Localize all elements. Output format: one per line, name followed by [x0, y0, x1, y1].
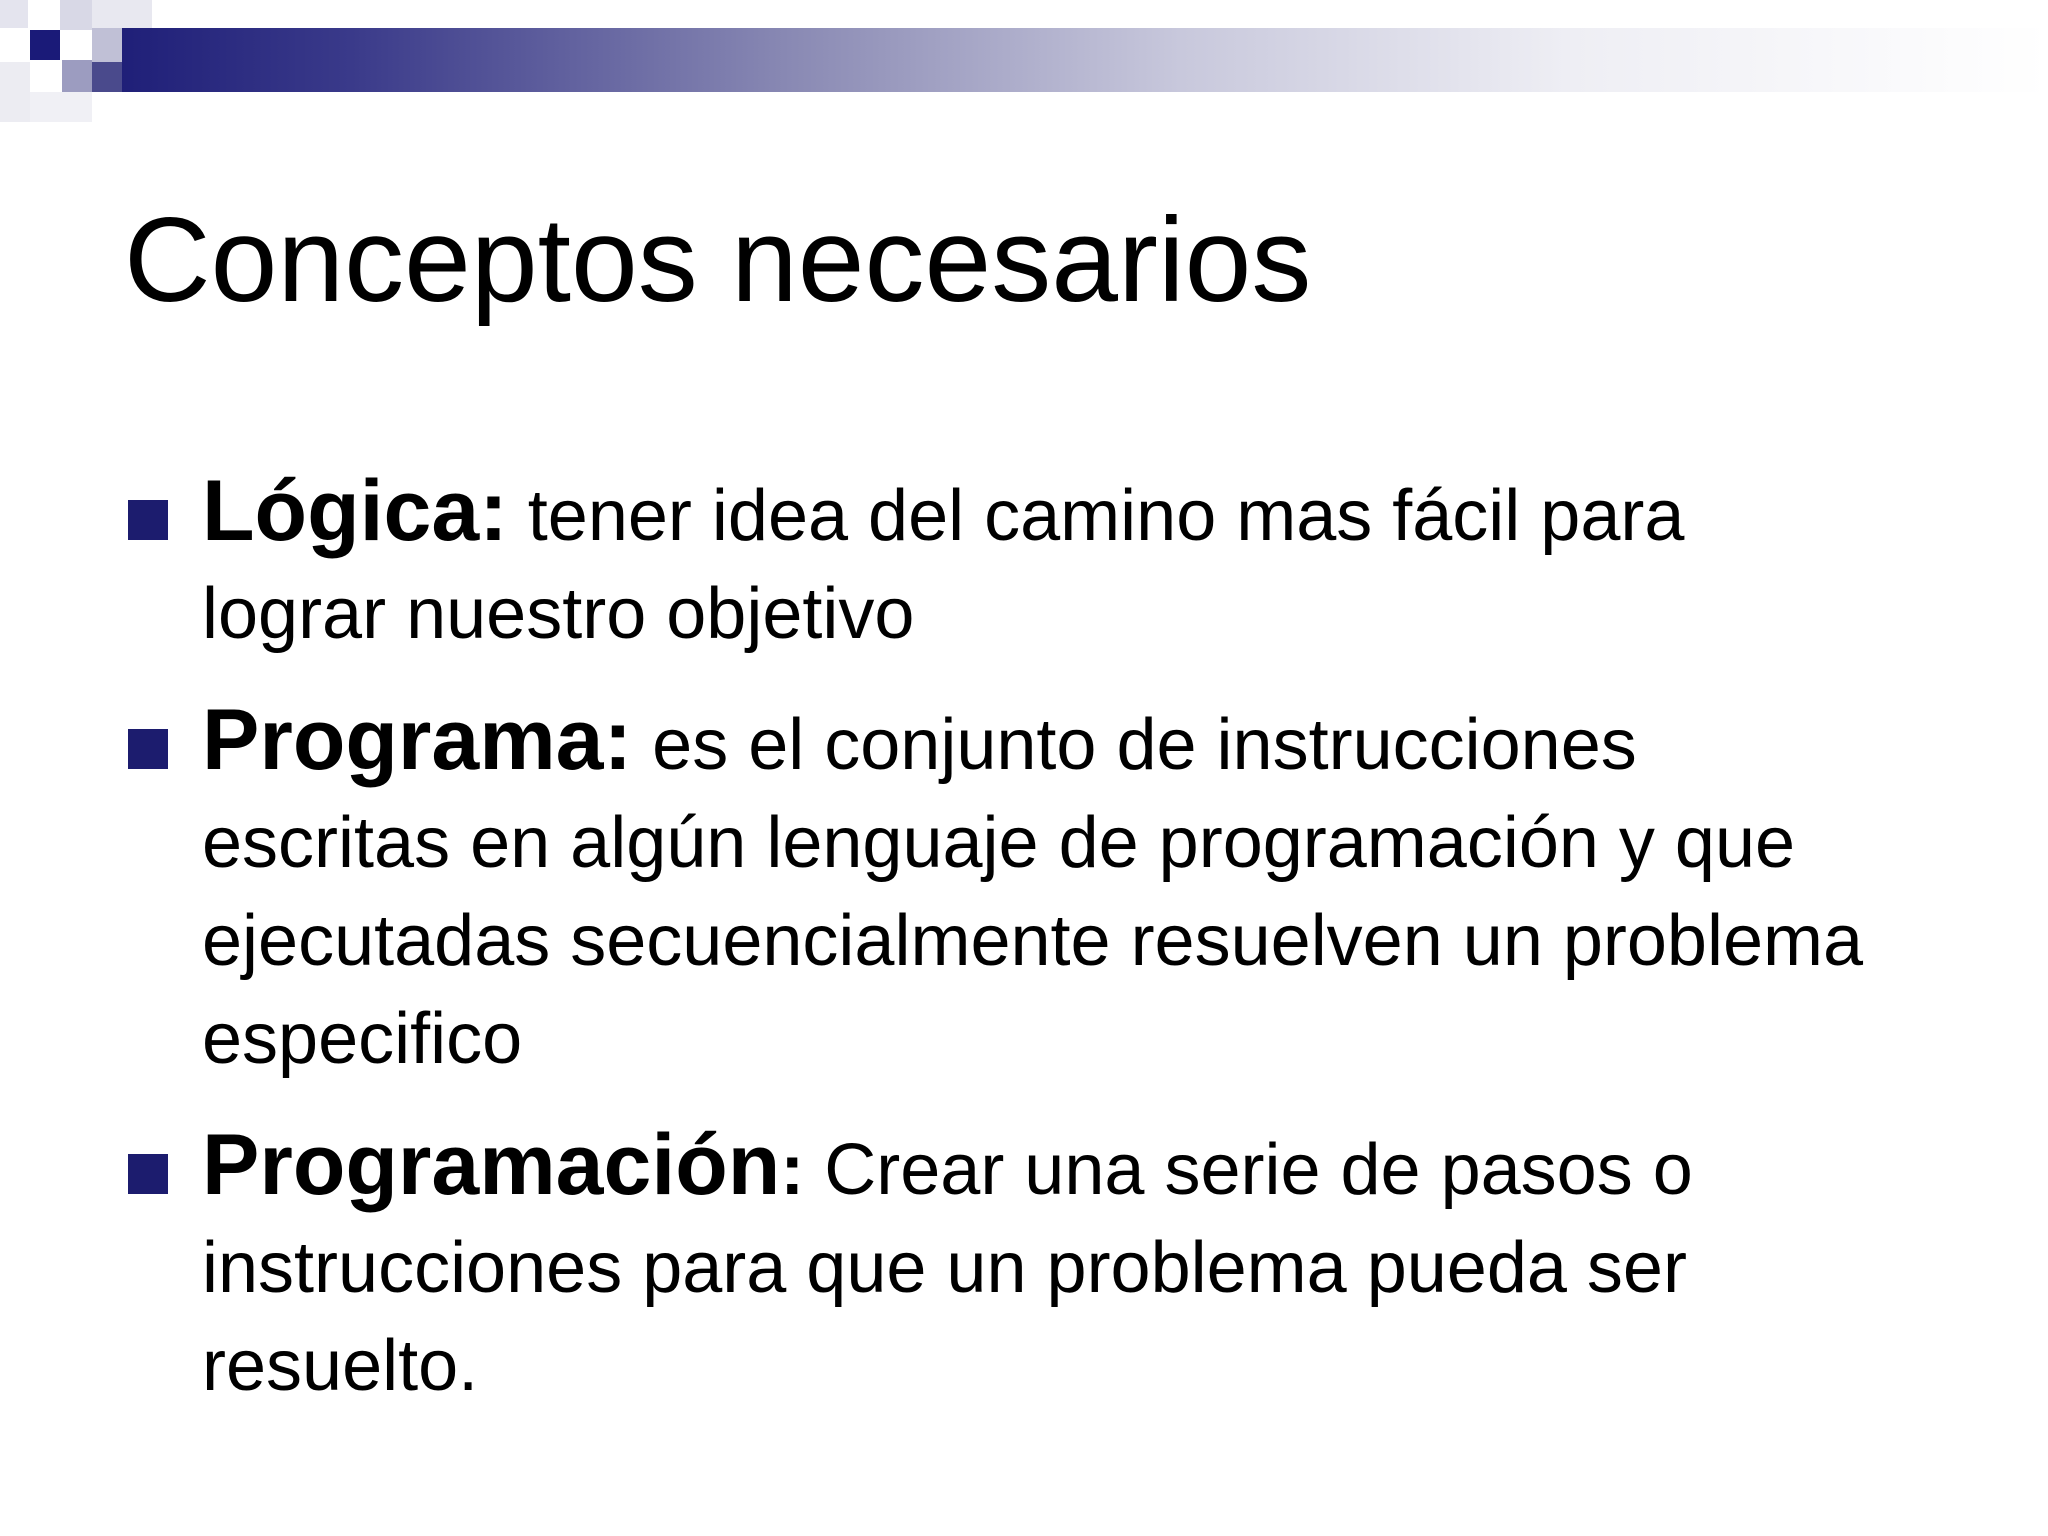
- decor-square: [62, 60, 92, 92]
- bullet-text: Crear una serie de pasos o instrucciones para que un problema pueda ser resuelto.: [202, 1130, 1693, 1406]
- decor-square: [92, 0, 152, 28]
- bullet-item-programa: [128, 691, 1868, 1088]
- bullet-item-programacion: [128, 1116, 1868, 1415]
- decor-square: [60, 0, 92, 30]
- bullet-list: [128, 462, 1868, 1443]
- bullet-term: Programación: [202, 1117, 781, 1213]
- square-bullet-icon: [128, 729, 168, 769]
- bullet-text: tener idea del camino mas fácil para lograr nuestro objetivo: [202, 476, 1685, 654]
- bullet-text: es el conjunto de instrucciones escritas en algún lenguaje de programación y que ejecutadas secuencialmente resuelven un problema especifico: [202, 705, 1864, 1079]
- slide-title: Conceptos necesarios: [124, 193, 1312, 327]
- decor-square: [30, 92, 92, 122]
- header-gradient-band: [120, 28, 2048, 92]
- decor-square: [0, 0, 28, 28]
- decor-square: [30, 30, 60, 60]
- decor-square: [92, 28, 122, 62]
- bullet-term: Lógica:: [202, 463, 508, 559]
- decor-square: [0, 62, 30, 122]
- bullet-term-colon: :: [780, 1130, 805, 1210]
- bullet-item-logica: [128, 462, 1868, 663]
- square-bullet-icon: [128, 500, 168, 540]
- decor-square: [92, 62, 122, 92]
- bullet-term: Programa:: [202, 692, 633, 788]
- square-bullet-icon: [128, 1154, 168, 1194]
